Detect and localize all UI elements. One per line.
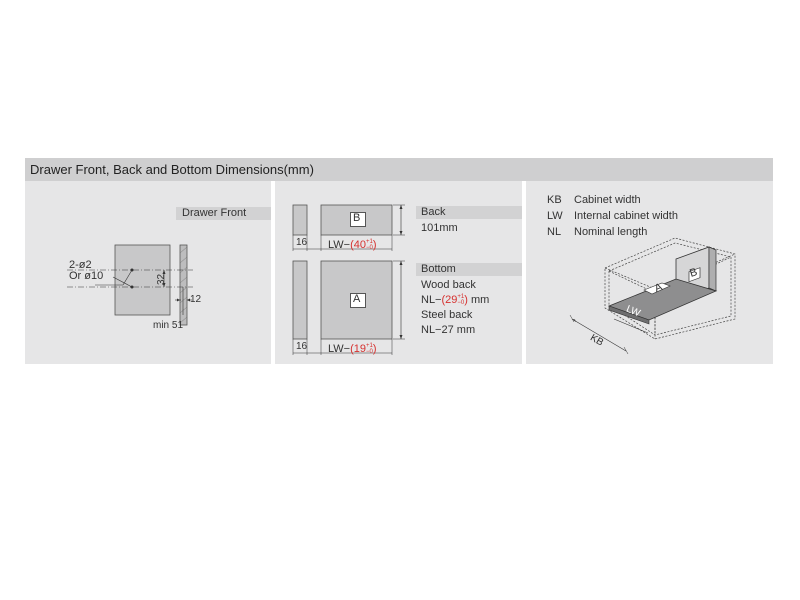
dimensions-panel: [25, 158, 773, 364]
back-width-value: 40: [353, 238, 367, 251]
wood-tol-upper: +1: [457, 294, 465, 301]
wood-back-label: Wood back: [421, 279, 476, 291]
wood-tol-lower: −0: [457, 300, 465, 307]
bottom-width-prefix: LW−: [328, 342, 351, 355]
wood-formula-prefix: NL−: [421, 294, 442, 306]
back-part-letter: B: [353, 212, 361, 224]
legend-abbr-kb: KB: [547, 194, 562, 206]
back-label: Back: [421, 206, 446, 218]
back-bottom-panel: [275, 181, 522, 364]
hole-spec-line2: Or ø10: [69, 270, 104, 282]
back-thickness: 16: [296, 237, 308, 248]
bottom-width-value: 19: [353, 342, 367, 355]
legend-text-kb: Cabinet width: [574, 194, 641, 206]
bottom-label: Bottom: [421, 263, 456, 275]
title-bar: [25, 158, 773, 181]
drawer-front-drawing: [25, 181, 271, 364]
legend-abbr-nl: NL: [547, 226, 562, 238]
back-profile: [293, 205, 307, 235]
steel-back-label: Steel back: [421, 309, 473, 321]
cabinet-drawing: [526, 181, 773, 364]
dim-min51: min 51: [153, 320, 184, 331]
cabinet-label-kb: KB: [588, 332, 606, 349]
steel-back-formula: NL−27 mm: [421, 324, 476, 336]
back-width-formula: LW−(40+1 −0): [328, 238, 377, 251]
bottom-tol-lower: −0: [366, 349, 373, 355]
back-tol-upper: +1: [366, 239, 373, 245]
dim-12: 12: [190, 294, 202, 305]
drawer-front-profile: [180, 245, 187, 325]
hole-spec-line1: 2-ø2: [69, 259, 92, 271]
wood-back-formula: NL−(29+1 −0) mm: [421, 294, 490, 307]
legend-text-nl: Nominal length: [574, 226, 648, 238]
cabinet-label-b: B: [688, 266, 699, 280]
legend-abbr-lw: LW: [547, 210, 563, 222]
back-tolerance: [366, 239, 373, 251]
cabinet-label-lw: LW: [624, 303, 642, 320]
back-tol-lower: −0: [366, 245, 373, 251]
bottom-width-formula: LW−(19+1 −0): [328, 342, 377, 355]
legend-text-lw: Internal cabinet width: [574, 210, 678, 222]
back-width-prefix: LW−: [328, 238, 351, 251]
drawer-front-label: Drawer Front: [182, 207, 247, 219]
legend-cabinet-panel: [526, 181, 773, 364]
bottom-profile: [293, 261, 307, 339]
bottom-part-letter: A: [353, 293, 361, 305]
cabinet-label-a: A: [652, 281, 665, 295]
back-height: 101mm: [421, 222, 458, 234]
wood-formula-value: 29: [445, 294, 458, 306]
bottom-tol-upper: +1: [366, 343, 373, 349]
drawer-front-panel: [25, 181, 271, 364]
dim-32: 32: [156, 273, 167, 285]
bottom-thickness: 16: [296, 341, 308, 352]
drawer-side-rail: [709, 247, 716, 291]
page-title: Drawer Front, Back and Bottom Dimensions(mm): [30, 162, 314, 177]
wood-formula-suffix: mm: [471, 294, 490, 306]
bottom-tolerance: [366, 343, 373, 355]
